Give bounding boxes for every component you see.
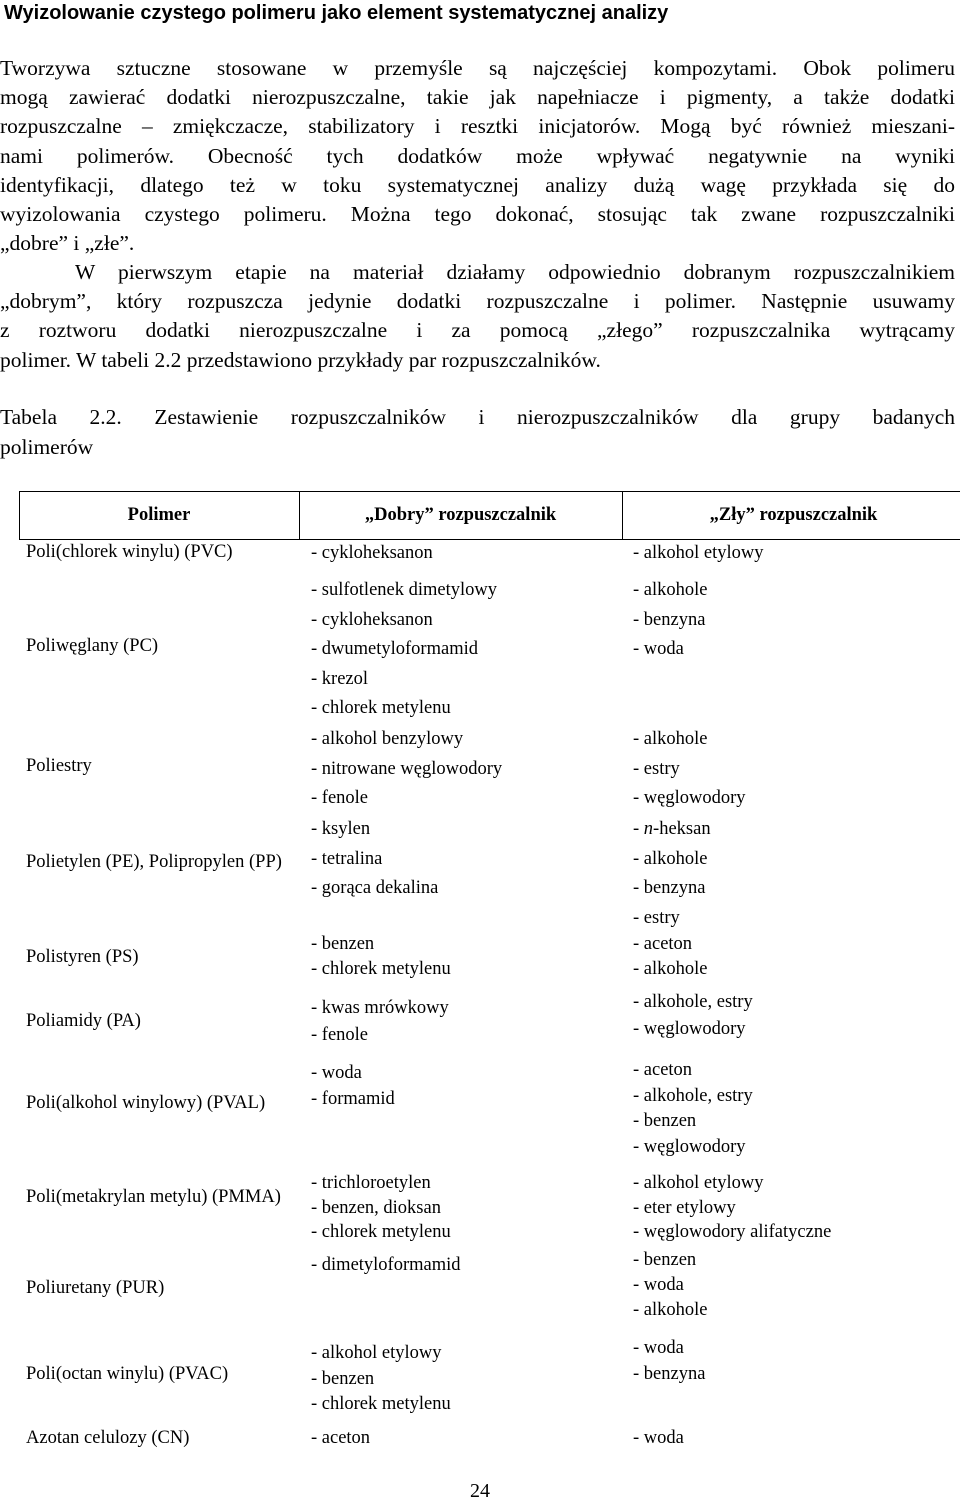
table-cell-good-solvent: - benzen — [311, 934, 375, 954]
table-cell-good-solvent: - chlorek metylenu — [311, 698, 451, 718]
table-cell-good-solvent: - alkohol etylowy — [311, 1343, 442, 1363]
text-line: mogą zawierać dodatki nierozpuszczalne, takie jak napełniacze i pigmenty, a także dodatki — [0, 85, 955, 110]
table-cell-bad-solvent: - estry — [633, 907, 680, 928]
table-cell-good-solvent: - benzen, dioksan — [311, 1197, 441, 1218]
text-line: wyizolowania czystego polimeru. Można tego dokonać, stosując tak zwane rozpuszczalniki — [0, 202, 955, 226]
table-cell-good-solvent: - fenole — [311, 788, 369, 808]
table-cell-bad-solvent: - woda — [633, 1338, 684, 1358]
table-cell-bad-solvent: - węglowodory — [633, 788, 746, 808]
column-header-good-solvent: „Dobry” rozpuszczalnik — [364, 505, 557, 525]
text-line: W pierwszym etapie na materiał działamy odpowiednio dobranym rozpuszczalnikiem — [75, 260, 955, 284]
table-cell-polymer: Poliamidy (PA) — [26, 1011, 141, 1031]
table-cell-polymer: Poliwęglany (PC) — [26, 636, 159, 656]
table-cell-good-solvent: - chlorek metylenu — [311, 959, 451, 979]
table-cell-good-solvent: - fenole — [311, 1025, 369, 1045]
table-cell-polymer: Poli(chlorek winylu) (PVC) — [26, 542, 233, 562]
table-cell-bad-solvent: - woda — [633, 639, 684, 659]
table-cell-polymer: Polistyren (PS) — [26, 947, 139, 967]
table-cell-good-solvent: - trichloroetylen — [311, 1173, 431, 1193]
table-cell-bad-solvent: - alkohole — [633, 1300, 708, 1320]
table-cell-bad-solvent: - alkohole — [633, 580, 708, 600]
table-cell-polymer: Polietylen (PE), Polipropylen (PP) — [26, 852, 282, 872]
table-cell-bad-solvent: - eter etylowy — [633, 1197, 736, 1218]
text-line: „dobrym”, który rozpuszcza jedynie dodatki rozpuszczalne i polimer. Następnie usuwamy — [0, 289, 955, 314]
table-cell-polymer: Poliuretany (PUR) — [26, 1278, 165, 1298]
text-line: nami polimerów. Obecność tych dodatków może wpływać negatywnie na wyniki — [0, 143, 955, 168]
table-cell-bad-solvent: - benzen — [633, 1250, 697, 1270]
table-cell-polymer: Poliestry — [26, 756, 92, 776]
table-header-bottom-rule — [19, 539, 960, 540]
text-line: polimer. W tabeli 2.2 przedstawiono przykłady par rozpuszczalników. — [0, 347, 601, 372]
table-cell-good-solvent: - chlorek metylenu — [311, 1394, 451, 1414]
table-cell-good-solvent: - woda — [311, 1063, 362, 1083]
table-cell-bad-solvent: - estry — [633, 758, 680, 779]
table-cell-good-solvent: - cykloheksanon — [311, 609, 433, 630]
table-cell-bad-solvent: - benzyna — [633, 609, 706, 630]
table-cell-polymer: Poli(metakrylan metylu) (PMMA) — [26, 1187, 281, 1207]
table-cell-polymer: Azotan celulozy (CN) — [26, 1428, 190, 1448]
table-cell-good-solvent: - benzen — [311, 1368, 375, 1389]
table-cell-bad-solvent: - aceton — [633, 934, 693, 954]
table-cell-bad-solvent: - alkohole, estry — [633, 992, 753, 1012]
table-cell-bad-solvent: - alkohole — [633, 729, 708, 749]
text-line: Tworzywa sztuczne stosowane w przemyśle są najczęściej kompozytami. Obok polimeru — [0, 56, 955, 80]
table-cell-polymer: Poli(octan winylu) (PVAC) — [26, 1364, 229, 1384]
text-line: polimerów — [0, 435, 94, 459]
table-cell-bad-solvent: - n-heksan — [633, 819, 711, 839]
text-line: identyfikacji, dlatego też w toku systematycznej analizy dużą wagę przykłada się do — [0, 172, 955, 197]
column-header-bad-solvent: „Zły” rozpuszczalnik — [709, 505, 878, 525]
table-cell-polymer: Poli(alkohol winylowy) (PVAL) — [26, 1093, 266, 1113]
table-cell-good-solvent: - chlorek metylenu — [311, 1222, 451, 1242]
page-number: 24 — [470, 1480, 490, 1502]
table-cell-good-solvent: - dimetyloformamid — [311, 1255, 461, 1275]
table-cell-good-solvent: - krezol — [311, 668, 369, 689]
table-cell-bad-solvent: - alkohol etylowy — [633, 1173, 764, 1193]
table-cell-bad-solvent: - węglowodory — [633, 1136, 746, 1157]
table-cell-good-solvent: - tetralina — [311, 848, 383, 869]
table-cell-bad-solvent: - alkohol etylowy — [633, 543, 764, 563]
column-header-polymer: Polimer — [127, 505, 191, 525]
table-cell-bad-solvent: - woda — [633, 1275, 684, 1295]
table-cell-good-solvent: - nitrowane węglowodory — [311, 758, 503, 779]
text-line: z roztworu dodatki nierozpuszczalne i za pomocą „złego” rozpuszczalnika wytrącamy — [0, 318, 955, 343]
table-cell-bad-solvent: - alkohole — [633, 959, 708, 979]
table-cell-good-solvent: - dwumetyloformamid — [311, 639, 478, 659]
table-cell-bad-solvent: - woda — [633, 1428, 684, 1448]
table-cell-good-solvent: - cykloheksanon — [311, 543, 433, 563]
text-line: „dobre” i „złe”. — [0, 231, 135, 256]
text-line: Tabela 2.2. Zestawienie rozpuszczalników i nierozpuszczalników dla grupy badanych — [0, 405, 955, 429]
text-line: rozpuszczalne – zmiękczacze, stabilizatory i resztki inicjatorów. Mogą być również mieszani- — [0, 114, 955, 139]
table-cell-good-solvent: - aceton — [311, 1428, 371, 1448]
table-cell-bad-solvent: - benzyna — [633, 878, 706, 898]
table-cell-good-solvent: - gorąca dekalina — [311, 878, 439, 898]
section-heading: Wyizolowanie czystego polimeru jako element systematycznej analizy — [4, 2, 669, 24]
table-cell-bad-solvent: - benzen — [633, 1111, 697, 1131]
table-cell-bad-solvent: - alkohole — [633, 848, 708, 869]
table-cell-bad-solvent: - alkohole, estry — [633, 1085, 753, 1106]
table-cell-good-solvent: - alkohol benzylowy — [311, 729, 464, 749]
table-cell-good-solvent: - kwas mrówkowy — [311, 998, 449, 1018]
table-cell-bad-solvent: - węglowodory alifatyczne — [633, 1222, 832, 1242]
table-cell-good-solvent: - sulfotlenek dimetylowy — [311, 580, 497, 600]
table-cell-good-solvent: - ksylen — [311, 819, 371, 839]
table-cell-bad-solvent: - węglowodory — [633, 1019, 746, 1039]
table-cell-good-solvent: - formamid — [311, 1088, 395, 1109]
table-cell-bad-solvent: - aceton — [633, 1060, 693, 1080]
table-cell-bad-solvent: - benzyna — [633, 1363, 706, 1384]
